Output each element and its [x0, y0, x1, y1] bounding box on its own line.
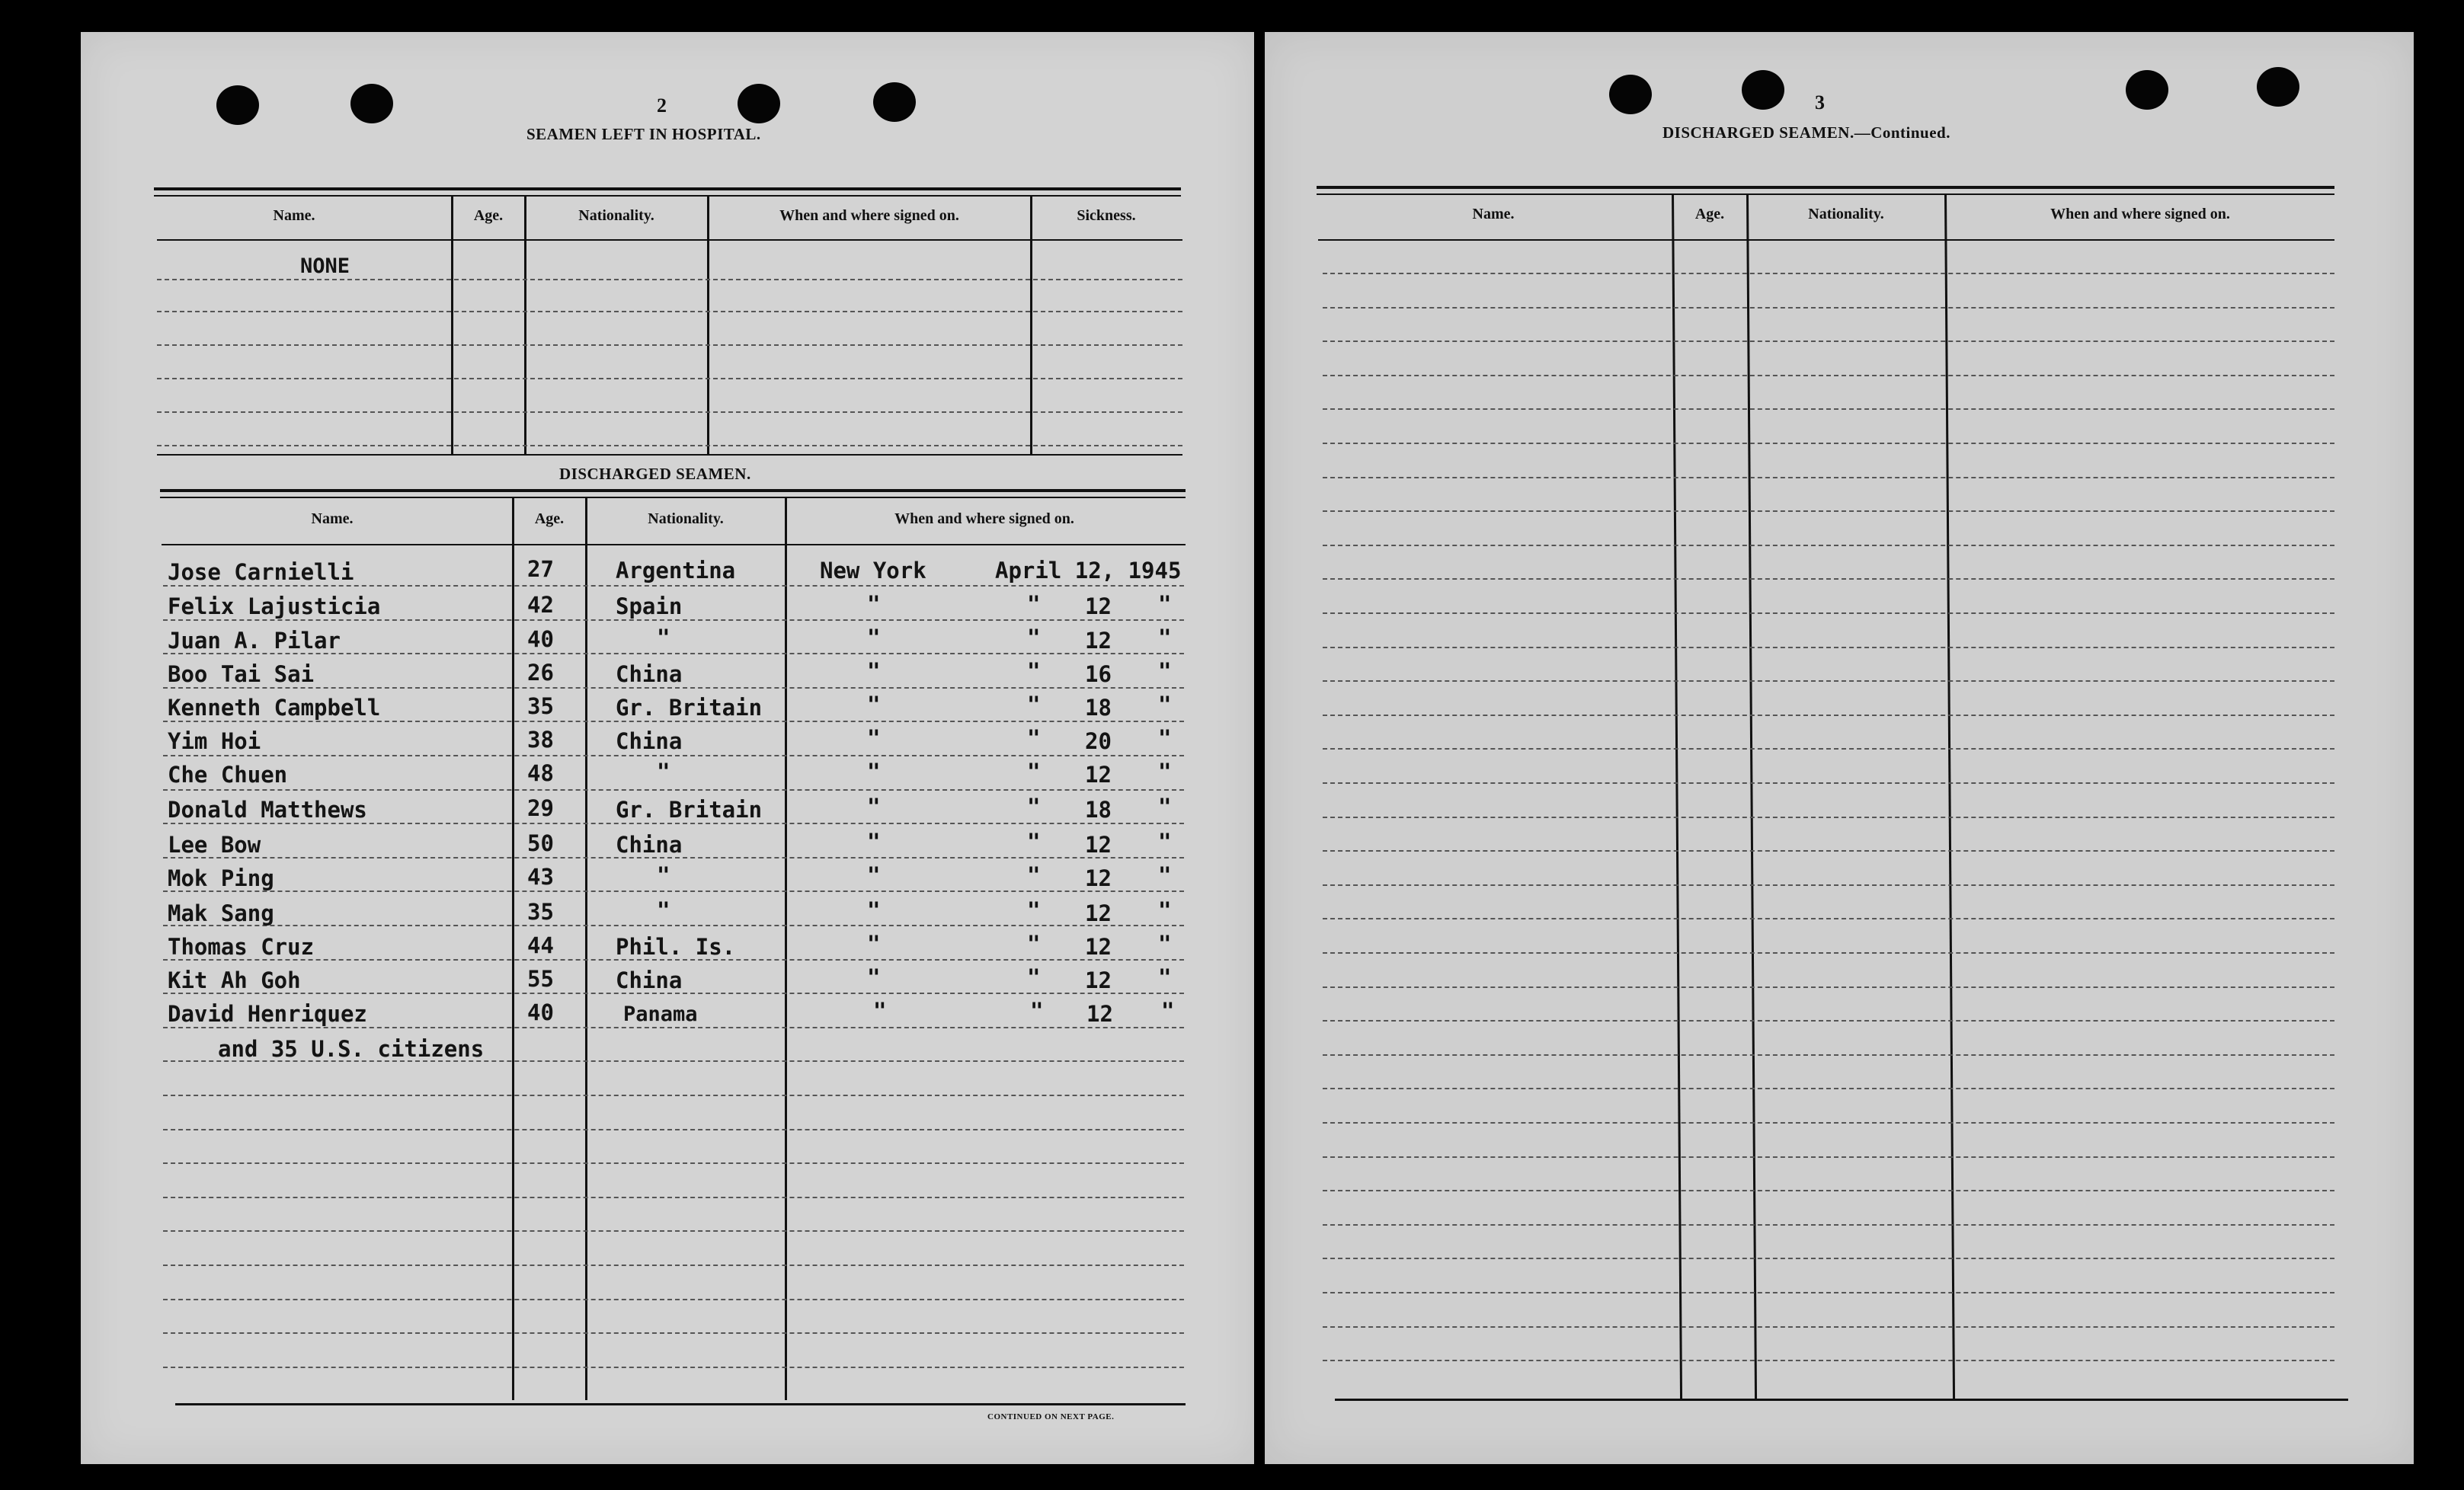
seaman-name: Donald Matthews [168, 797, 367, 823]
dotted-row-line [1323, 273, 2334, 274]
dotted-row-line [1323, 952, 2334, 954]
ditto-place: " [867, 897, 881, 923]
ditto-month: " [1027, 591, 1041, 617]
dotted-row-line [157, 411, 1182, 413]
column-divider [524, 195, 526, 454]
seaman-name: David Henriquez [168, 1001, 367, 1027]
dotted-row-line [1323, 715, 2334, 716]
page-number: 2 [657, 94, 667, 117]
dotted-row-line [163, 687, 1184, 689]
ditto-year: " [1158, 829, 1172, 855]
rule [1317, 186, 2334, 189]
punch-hole [1609, 75, 1652, 114]
dotted-row-line [163, 1332, 1184, 1334]
column-header-sickness: Sickness. [1077, 207, 1136, 224]
dotted-row-line [157, 445, 1182, 446]
ditto-month: " [1027, 794, 1041, 820]
ditto-nationality: " [657, 625, 670, 651]
rule [1335, 1399, 2348, 1401]
ditto-place: " [867, 591, 881, 617]
dotted-row-line [163, 1230, 1184, 1232]
dotted-row-line [163, 1197, 1184, 1198]
hospital-entry: NONE [300, 254, 350, 278]
rule [157, 454, 1182, 456]
seaman-name: Che Chuen [168, 762, 288, 788]
ditto-month: " [1030, 998, 1044, 1024]
rule [154, 187, 1181, 190]
seaman-age: 44 [527, 932, 554, 958]
dotted-row-line [163, 1095, 1184, 1096]
dotted-row-line [1323, 884, 2334, 886]
ditto-year: " [1158, 658, 1172, 684]
ditto-place: " [867, 725, 881, 751]
dotted-row-line [1323, 817, 2334, 818]
column-header-signed-on: When and where signed on. [894, 510, 1074, 527]
seaman-age: 26 [527, 660, 554, 686]
ditto-year: " [1158, 725, 1172, 751]
dotted-row-line [1323, 510, 2334, 512]
column-header-age: Age. [473, 207, 504, 224]
dotted-row-line [1323, 375, 2334, 376]
dotted-row-line [163, 789, 1184, 791]
ditto-year: " [1158, 862, 1172, 888]
ditto-month: " [1027, 725, 1041, 751]
dotted-row-line [1323, 578, 2334, 580]
ditto-place: " [867, 658, 881, 684]
continued-note: CONTINUED ON NEXT PAGE. [987, 1412, 1115, 1421]
ditto-place: " [867, 759, 881, 785]
ditto-month: " [1027, 964, 1041, 990]
signed-on-day: 18 [1085, 695, 1112, 721]
column-header-age: Age. [534, 510, 565, 527]
signed-on-day: 12 [1085, 934, 1112, 960]
ditto-month: " [1027, 625, 1041, 651]
punch-hole [350, 84, 393, 123]
punch-hole [2126, 70, 2168, 110]
column-header-signed-on: When and where signed on. [2050, 206, 2230, 222]
seaman-age: 42 [527, 592, 554, 618]
column-header-signed-on: When and where signed on. [779, 207, 959, 224]
right-ledger-page [1265, 32, 2414, 1464]
ditto-year: " [1158, 625, 1172, 651]
dotted-row-line [1323, 1190, 2334, 1191]
seaman-nationality: China [616, 728, 683, 754]
ditto-month: " [1027, 658, 1041, 684]
rule [154, 195, 1181, 197]
ditto-place: " [867, 794, 881, 820]
seaman-name: Boo Tai Sai [168, 661, 315, 687]
dotted-row-line [1323, 850, 2334, 852]
dotted-row-line [1323, 408, 2334, 410]
seaman-nationality: Argentina [616, 558, 736, 584]
dotted-row-line [1323, 1326, 2334, 1328]
column-header-nationality: Nationality. [648, 510, 724, 527]
dotted-row-line [163, 1162, 1184, 1164]
column-header-name: Name. [273, 207, 315, 224]
seaman-name: Kenneth Campbell [168, 695, 381, 721]
seaman-name: Mok Ping [168, 865, 274, 891]
seaman-nationality: Phil. Is. [616, 934, 736, 960]
dotted-row-line [1323, 918, 2334, 919]
seaman-age: 35 [527, 693, 554, 719]
ditto-place: " [867, 931, 881, 957]
dotted-row-line [1323, 647, 2334, 648]
seaman-name: Kit Ah Goh [168, 967, 301, 993]
column-header-name: Name. [311, 510, 354, 527]
seaman-age: 38 [527, 727, 554, 753]
seaman-age: 35 [527, 899, 554, 925]
seaman-name: Yim Hoi [168, 728, 261, 754]
rule [160, 489, 1186, 492]
rule [157, 239, 1182, 241]
ditto-year: " [1161, 998, 1175, 1024]
signed-on-day: 16 [1085, 661, 1112, 687]
seaman-age: 40 [527, 626, 554, 652]
ditto-nationality: " [657, 862, 670, 888]
ditto-year: " [1158, 759, 1172, 785]
ditto-month: " [1027, 862, 1041, 888]
punch-hole [2257, 67, 2299, 107]
ditto-place: " [873, 998, 887, 1024]
dotted-row-line [1323, 680, 2334, 682]
ditto-year: " [1158, 692, 1172, 718]
punch-hole [216, 85, 259, 125]
punch-hole [1742, 70, 1784, 110]
column-divider [1030, 195, 1032, 454]
dotted-row-line [163, 823, 1184, 824]
ditto-year: " [1158, 794, 1172, 820]
ditto-month: " [1027, 829, 1041, 855]
dotted-row-line [1323, 443, 2334, 444]
signed-on-day: 12 [1085, 967, 1112, 993]
seaman-age: 40 [527, 999, 554, 1025]
ditto-place: " [867, 964, 881, 990]
column-header-age: Age. [1694, 206, 1725, 222]
dotted-row-line [1323, 1360, 2334, 1361]
seaman-nationality: China [616, 661, 683, 687]
dotted-row-line [1323, 1292, 2334, 1293]
dotted-row-line [1323, 477, 2334, 478]
dotted-row-line [1323, 1088, 2334, 1089]
ditto-year: " [1158, 591, 1172, 617]
dotted-row-line [1323, 545, 2334, 546]
rule [175, 1403, 1186, 1405]
hospital-section-title: SEAMEN LEFT IN HOSPITAL. [526, 125, 761, 143]
seaman-name: Lee Bow [168, 832, 261, 858]
seaman-name: Thomas Cruz [168, 934, 315, 960]
seaman-nationality: Panama [623, 1002, 698, 1026]
column-header-name: Name. [1472, 206, 1515, 222]
seaman-name: Juan A. Pilar [168, 628, 341, 654]
dotted-row-line [1323, 341, 2334, 342]
ditto-month: " [1027, 931, 1041, 957]
punch-hole [873, 82, 916, 122]
column-divider [707, 195, 709, 454]
dotted-row-line [1323, 1258, 2334, 1259]
ditto-year: " [1158, 897, 1172, 923]
signed-on-day: 12 [1085, 593, 1112, 619]
seaman-age: 55 [527, 966, 554, 992]
ditto-nationality: " [657, 897, 670, 923]
dotted-row-line [163, 755, 1184, 756]
dotted-row-line [1323, 1020, 2334, 1022]
dotted-row-line [163, 890, 1184, 892]
dotted-row-line [157, 378, 1182, 379]
dotted-row-line [1323, 1156, 2334, 1158]
punch-hole [738, 84, 780, 123]
signed-on-place: New York [820, 558, 926, 584]
ditto-place: " [867, 692, 881, 718]
dotted-row-line [1323, 1122, 2334, 1124]
rule [162, 544, 1186, 545]
ditto-month: " [1027, 897, 1041, 923]
dotted-row-line [1323, 612, 2334, 614]
dotted-row-line [1323, 986, 2334, 988]
seaman-name: Mak Sang [168, 900, 274, 926]
ditto-year: " [1158, 964, 1172, 990]
seaman-age: 50 [527, 830, 554, 856]
signed-on-day: 12 [1085, 832, 1112, 858]
dotted-row-line [157, 311, 1182, 312]
dotted-row-line [1323, 782, 2334, 784]
discharged-section-title: DISCHARGED SEAMEN. [559, 465, 751, 483]
rule [1318, 239, 2334, 241]
ditto-month: " [1027, 692, 1041, 718]
seaman-name: Jose Carnielli [168, 559, 354, 585]
seaman-age: 29 [527, 795, 554, 821]
signed-on-day: 12 [1085, 628, 1112, 654]
dotted-row-line [163, 585, 1184, 587]
ditto-place: " [867, 625, 881, 651]
signed-on-date: April 12, 1945 [995, 558, 1182, 584]
ditto-year: " [1158, 931, 1172, 957]
signed-on-day: 12 [1086, 1001, 1113, 1027]
left-ledger-page [81, 32, 1254, 1464]
dotted-row-line [163, 1367, 1184, 1368]
dotted-row-line [1323, 748, 2334, 750]
signed-on-day: 12 [1085, 762, 1112, 788]
signed-on-day: 12 [1085, 865, 1112, 891]
dotted-row-line [1323, 307, 2334, 309]
seaman-nationality: Gr. Britain [616, 797, 763, 823]
continued-section-title: DISCHARGED SEAMEN.—Continued. [1662, 123, 1950, 142]
dotted-row-line [163, 925, 1184, 926]
column-divider [451, 195, 453, 454]
seaman-age: 43 [527, 864, 554, 890]
rule [160, 497, 1186, 498]
dotted-row-line [163, 1265, 1184, 1266]
ditto-place: " [867, 862, 881, 888]
seaman-nationality: China [616, 967, 683, 993]
signed-on-day: 20 [1085, 728, 1112, 754]
column-header-nationality: Nationality. [578, 207, 654, 224]
signed-on-day: 12 [1085, 900, 1112, 926]
seaman-nationality: Spain [616, 593, 683, 619]
dotted-row-line [157, 279, 1182, 280]
seaman-name: Felix Lajusticia [168, 593, 381, 619]
dotted-row-line [163, 721, 1184, 722]
dotted-row-line [1323, 1224, 2334, 1226]
dotted-row-line [163, 1129, 1184, 1130]
column-header-nationality: Nationality. [1808, 206, 1884, 222]
dotted-row-line [163, 1299, 1184, 1300]
rule [1317, 193, 2334, 195]
dotted-row-line [163, 1027, 1184, 1028]
page-number: 3 [1815, 91, 1825, 114]
dotted-row-line [1323, 1054, 2334, 1056]
seaman-nationality: Gr. Britain [616, 695, 763, 721]
dotted-row-line [157, 344, 1182, 346]
seaman-nationality: China [616, 832, 683, 858]
summary-line: and 35 U.S. citizens [218, 1036, 485, 1062]
ditto-month: " [1027, 759, 1041, 785]
signed-on-day: 18 [1085, 797, 1112, 823]
seaman-age: 48 [527, 760, 554, 786]
seaman-age: 27 [527, 556, 554, 582]
ditto-nationality: " [657, 759, 670, 785]
ditto-place: " [867, 829, 881, 855]
